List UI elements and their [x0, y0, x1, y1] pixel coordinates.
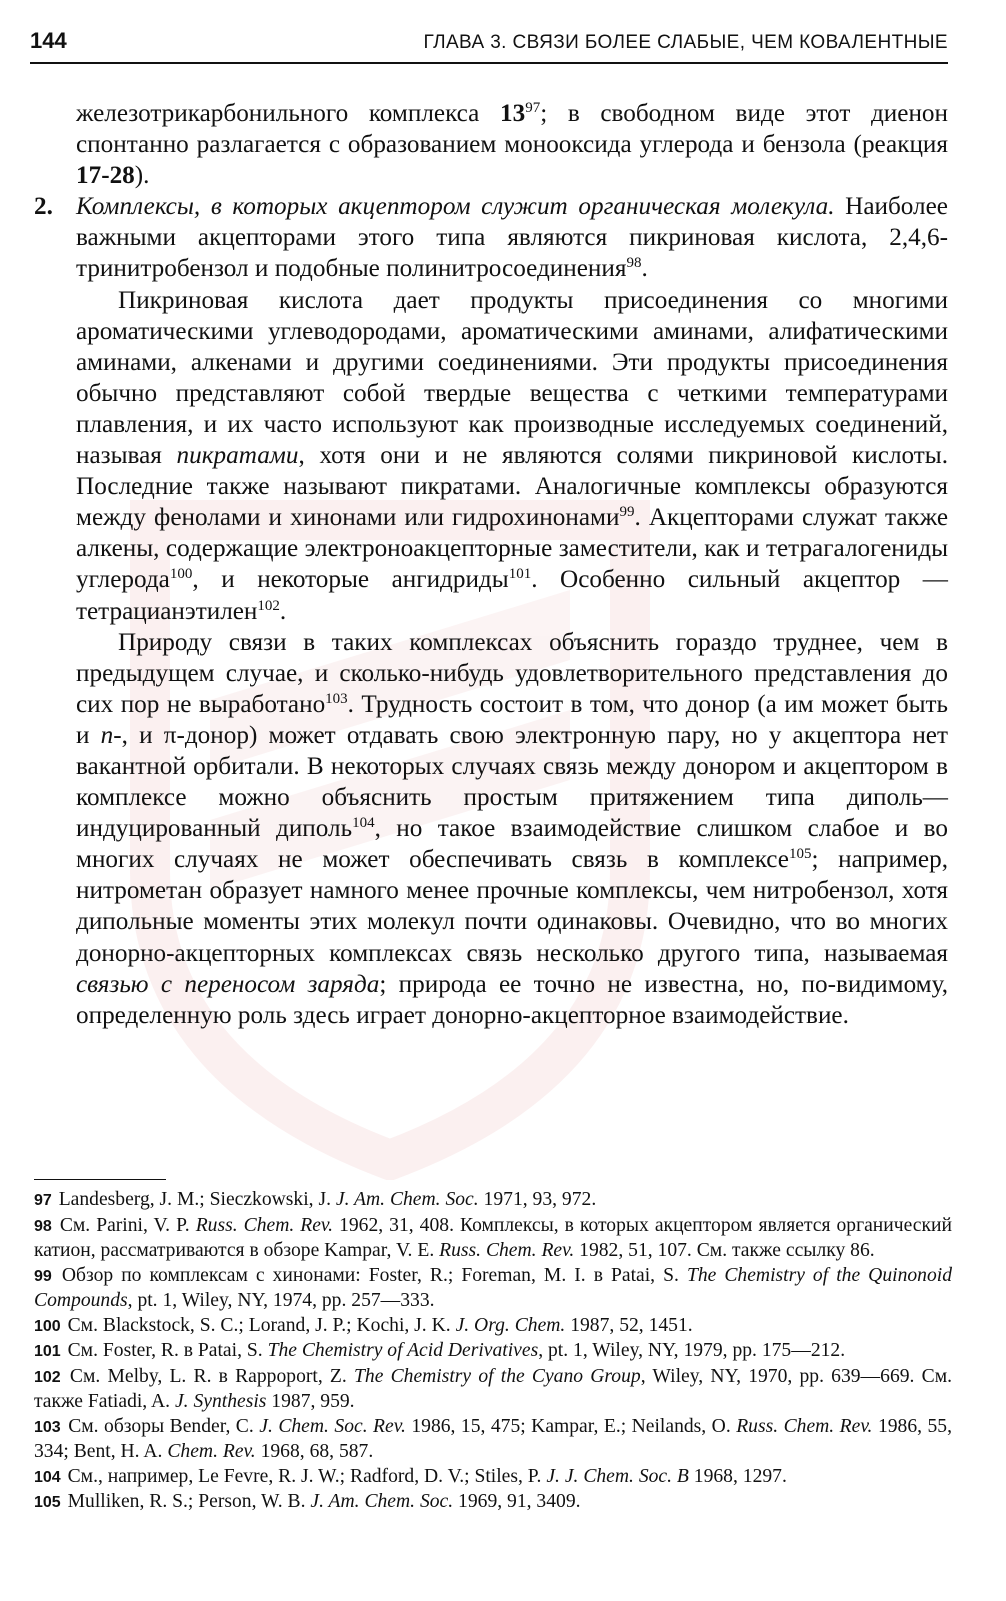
footnote-ref: 97: [525, 100, 541, 116]
footnote-ref: 102: [257, 597, 280, 614]
footnote-ref: 103: [325, 690, 348, 707]
footnote-98: 98 См. Parini, V. P. Russ. Chem. Rev. 1962, 31, 408. Комплексы, в которых акцептором является органический катион, рассматриваются в обзоре Kampar, V. E. Russ. Chem. Rev. 1982, 51, 107. См. также ссылку 86.: [34, 1214, 952, 1261]
footnote-ref: 99: [619, 504, 635, 521]
footnote-102: 102 См. Melby, L. R. в Rappoport, Z. The Chemistry of the Cyano Group, Wiley, NY, 1970, pp. 639—669. См. также Fatiadi, A. J. Synthesis 1987, 959.: [34, 1365, 953, 1412]
paragraph-bond-nature: Природу связи в таких комплексах объяснить гораздо труднее, чем в предыдущем случае, и сколько-нибудь удовлетворительного представления до сих пор не выработано$^{103}$. Трудность состоит в том, что донор (а им может быть и n-, и π-донор) может отдавать свою электронную пару, но у акцептора нет вакантной орбитали. В некоторых случаях связь между донором и акцептором в комплексе можно объяснить простым притяжением типа диполь—индуцированный диполь$^{104}$, но такое взаимодействие слишком слабое и во многих случаях не может обеспечивать связь в комплексе$^{105}$; например, нитрометан образует намного менее прочные комплексы, чем нитробензол, хотя дипольные моменты этих молекул почти одинаковы. Очевидно, что во многих донорно-акцепторных комплексах связь несколько другого типа, называемая связью с переносом заряда; природа ее точно не известна, но, по-видимому, определенную роль здесь играет донорно-акцепторное взаимодействие.: [76, 628, 949, 1029]
footnote-103: 103 См. обзоры Bender, C. J. Chem. Soc. Rev. 1986, 15, 475; Kampar, E.; Neilands, O. Russ. Chem. Rev. 1986, 55, 334; Bent, H. A. Chem. Rev. 1968, 68, 587.: [34, 1415, 952, 1462]
list-number: 2.: [34, 193, 53, 221]
footnote-101: 101 См. Foster, R. в Patai, S. The Chemistry of Acid Derivatives, pt. 1, Wiley, NY, 1979, pp. 175—212.: [34, 1340, 846, 1361]
footnote-ref: 104: [352, 815, 375, 832]
term-charge-transfer: связью с переносом заряда: [76, 970, 380, 998]
main-text: [34, 98, 948, 1031]
list-item-2: 2. Комплексы, в которых акцептором служит органическая молекула. Наиболее важными акцепторами этого типа являются пикриновая кислота, 2,4,6-тринитробензол и подобные полинитросоединения$^{98}$.: [34, 193, 948, 283]
header-rule: [30, 62, 948, 64]
footnote-ref: 98: [626, 255, 642, 272]
item-title: Комплексы, в которых акцептором служит органическая молекула.: [76, 193, 835, 221]
page-number: 144: [30, 28, 67, 53]
footnote-100: 100 См. Blackstock, S. C.; Lorand, J. P.; Kochi, J. K. J. Org. Chem. 1987, 52, 1451.: [34, 1314, 693, 1336]
footnote-rule: [34, 1179, 166, 1180]
compound-ref: 13: [500, 100, 526, 127]
footnote-ref: 101: [508, 566, 532, 583]
running-head-title: ГЛАВА 3. СВЯЗИ БОЛЕЕ СЛАБЫЕ, ЧЕМ КОВАЛЕНТНЫЕ: [423, 32, 948, 53]
footnote-ref: 100: [169, 566, 193, 583]
footnote-97: 97 Landesberg, J. M.; Sieczkowski, J. J. Am. Chem. Soc. 1971, 93, 972.: [34, 1189, 597, 1210]
running-header: [30, 28, 948, 62]
footnotes: [34, 1188, 952, 1516]
footnote-105: 105 Mulliken, R. S.; Person, W. B. J. Am. Chem. Soc. 1969, 91, 3409.: [34, 1491, 581, 1512]
paragraph-continuation: железотрикарбонильного комплекса $13^{97}$; в свободном виде этот диенон спонтанно разлагается с образованием монооксида углерода и бензола (реакция 17-28).: [76, 100, 948, 190]
footnote-99: 99 Обзор по комплексам с хинонами: Foster, R.; Foreman, M. I. в Patai, S. The Chemistry of the Quinonoid Compounds, pt. 1, Wiley, NY, 1974, pp. 257—333.: [34, 1264, 952, 1311]
footnote-ref: 105: [788, 846, 812, 863]
paragraph-picric-acid: Пикриновая кислота дает продукты присоединения со многими ароматическими углеводородами, ароматическими аминами, алифатическими аминами, алкенами и другими соединениями. Эти продукты присоединения обычно представляют собой твердые вещества с четкими температурами плавления, и их часто используют как производные исследуемых соединений, называя пикратами, хотя они и не являются солями пикриновой кислоты. Последние также называют пикратами. Аналогичные комплексы образуются между фенолами и хинонами или гидрохинонами$^{99}$. Акцепторами служат также алкены, содержащие электроноакцепторные заместители, как и тетрагалогениды углерода$^{100}$, и некоторые ангидриды$^{101}$. Особенно сильный акцептор — тетрацианэтилен$^{102}$.: [76, 286, 949, 625]
italic-n: n: [100, 721, 114, 749]
reaction-ref: 17-28: [76, 162, 135, 190]
term-picrates: пикратами: [176, 442, 299, 470]
footnote-104: 104 См., например, Le Fevre, R. J. W.; Radford, D. V.; Stiles, P. J. J. Chem. Soc. B 1968, 1297.: [34, 1465, 787, 1487]
